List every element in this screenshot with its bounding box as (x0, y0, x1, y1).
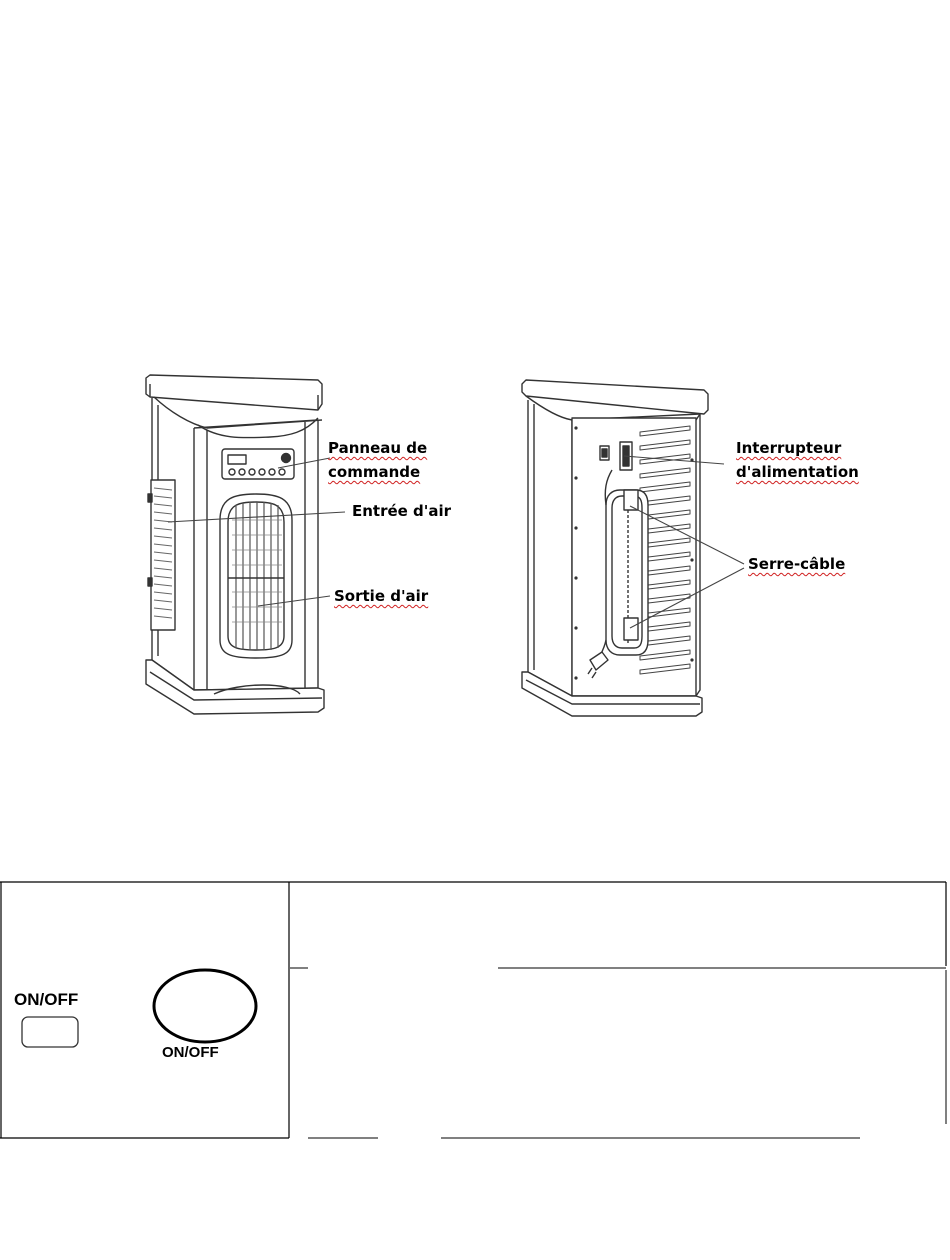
label-air-inlet-text: Entrée d'air (352, 502, 452, 520)
label-power-switch-line2: d'alimentation (736, 463, 859, 481)
label-cable-clamp (748, 552, 845, 576)
on-off-button-label: ON/OFF (14, 990, 79, 1009)
label-air-inlet (352, 499, 451, 523)
back-top-slab (522, 380, 708, 414)
on-off-button-icon (22, 1017, 78, 1047)
remote-on-off-button-icon (154, 970, 256, 1042)
label-power-switch (736, 436, 859, 484)
label-cable-clamp-text: Serre-câble (748, 555, 846, 573)
front-top-slab (146, 375, 322, 410)
label-air-outlet (334, 584, 428, 608)
remote-on-off-label: ON/OFF (162, 1044, 219, 1061)
side-grille (151, 480, 175, 630)
front-view-heater (146, 375, 324, 714)
label-air-outlet-text: Sortie d'air (334, 587, 429, 605)
label-power-switch-line1: Interrupteur (736, 439, 842, 457)
label-control-panel-line1: Panneau de (328, 439, 428, 457)
back-view-heater (522, 380, 708, 716)
lower-cable-clamp (624, 618, 638, 640)
label-control-panel (328, 436, 427, 484)
label-control-panel-line2: commande (328, 463, 421, 481)
